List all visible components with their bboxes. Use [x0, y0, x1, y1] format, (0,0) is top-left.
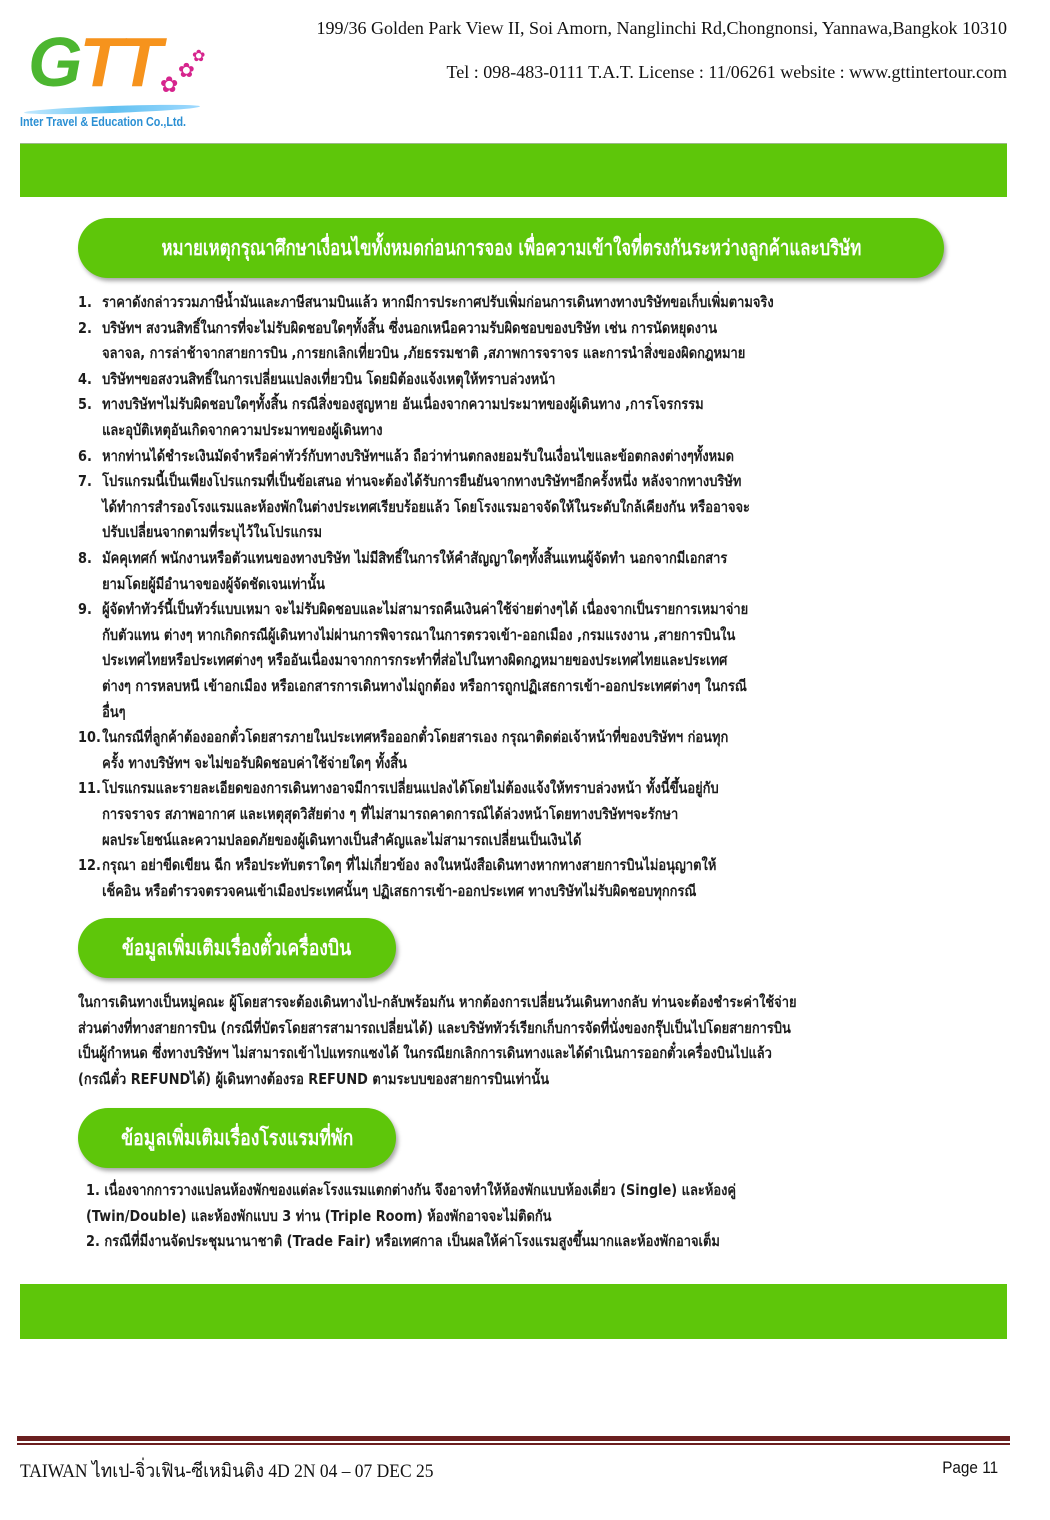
term-text: และอุบัติเหตุอันเกิดจากความประมาทของผู้เดินทาง: [102, 421, 383, 439]
term-number: 11.: [78, 779, 101, 798]
term-text: โปรแกรมนี้เป็นเพียงโปรแกรมที่เป็นข้อเสนอ ท่านจะต้องได้รับการยืนยันจากทางบริษัทฯอีกครั้งหนึ่ง หลังจากทางบริษัท: [102, 472, 742, 491]
air-info-line: ส่วนต่างที่ทางสายการบิน (กรณีที่บัตรโดยสารสามารถเปลี่ยนได้) และบริษัททัวร์เรียกเก็บการจัดที่นั่งของกรุ๊ปเป็นไปโดยสายการบิน: [78, 1018, 791, 1037]
term-text: ทางบริษัทฯไม่รับผิดชอบใดๆทั้งสิ้น กรณีสิ่งของสูญหาย อันเนื่องจากความประมาทของผู้เดินทาง ,การโจรกรรม: [102, 395, 704, 414]
logo-letters: [28, 22, 159, 102]
term-text: ต่างๆ การหลบหนี เข้าอกเมือง หรือเอกสารการเดินทางไม่ถูกต้อง หรือการถูกปฏิเสธการเข้า-ออกประเทศต่างๆ ในกรณี: [102, 677, 747, 695]
air-info-line: (กรณีตั๋ว REFUNDได้) ผู้เดินทางต้องรอ REFUND ตามระบบของสายการบินเท่านั้น: [78, 1069, 550, 1088]
term-item: [78, 856, 716, 874]
term-item-continuation: [78, 805, 678, 823]
term-item: [78, 370, 555, 388]
air-info-line: เป็นผู้กำหนด ซึ่งทางบริษัทฯ ไม่สามารถเข้าไปแทรกแซงได้ ในกรณียกเลิกการเดินทางและได้ดำเนินการออกตั๋วเครื่องบินไปแล้ว: [78, 1044, 772, 1062]
term-number: 12.: [78, 856, 101, 875]
page-number: Page 11: [942, 1458, 998, 1477]
terms-list: [78, 293, 978, 913]
air-info-line: ในการเดินทางเป็นหมู่คณะ ผู้โดยสารจะต้องเดินทางไป-กลับพร้อมกัน หากต้องการเปลี่ยนวันเดินทางกลับ ท่านจะต้องชำระค่าใช้จ่าย: [78, 993, 797, 1011]
term-text: ครั้ง ทางบริษัทฯ จะไม่ขอรับผิดชอบค่าใช้จ่ายใดๆ ทั้งสิ้น: [102, 753, 408, 772]
term-number: 7.: [78, 472, 92, 491]
hotel-heading-pill: [78, 1108, 396, 1168]
term-text: บริษัทฯขอสงวนสิทธิ์ในการเปลี่ยนแปลงเที่ยวบิน โดยมิต้องแจ้งเหตุให้ทราบล่วงหน้า: [102, 369, 556, 388]
hotel-info-list: [86, 1181, 986, 1261]
term-item-continuation: [78, 831, 581, 849]
term-text: ปรับเปลี่ยนจากตามที่ระบุไว้ในโปรแกรม: [102, 523, 323, 542]
term-text: การจราจร สภาพอากาศ และเหตุสุดวิสัยต่าง ๆ ที่ไม่สามารถคาดการณ์ได้ล่วงหน้าโดยทางบริษัทฯจะรักษา: [102, 805, 679, 823]
flower-icon: ✿: [160, 73, 179, 98]
term-item-continuation: [78, 651, 727, 669]
hotel-info-line: (Twin/Double) และห้องพักแบบ 3 ท่าน (Triple Room) ห้องพักอาจจะไม่ติดกัน: [86, 1206, 552, 1225]
term-text: มัคคุเทศก์ พนักงานหรือตัวแทนของทางบริษัท ไม่มีสิทธิ์ในการให้คำสัญญาใดๆทั้งสิ้นแทนผู้จัดทำ นอกจากมีเอกสาร: [102, 549, 728, 567]
hotel-info-line: 1. เนื่องจากการวางแปลนห้องพักของแต่ละโรงแรมแตกต่างกัน จึงอาจทำให้ห้องพักแบบห้องเดี่ยว (Single) และห้องคู่: [86, 1181, 737, 1199]
logo-subtitle: Inter Travel & Education Co.,Ltd.: [20, 115, 187, 129]
term-item: [78, 395, 704, 413]
header-green-bar: [20, 143, 1007, 197]
term-text: กับตัวแทน ต่างๆ หากเกิดกรณีผู้เดินทางไม่ผ่านการพิจารณาในการตรวจเข้า-ออกเมือง ,กรมแรงงาน ,สายการบินใน: [102, 625, 736, 644]
term-item: [78, 447, 734, 465]
footer-rule: [17, 1436, 1010, 1441]
footer-green-bar: [20, 1284, 1007, 1339]
term-item-continuation: [78, 626, 735, 644]
term-item-continuation: [78, 754, 407, 772]
term-number: 9.: [78, 600, 92, 619]
term-number: 5.: [78, 395, 92, 414]
term-item: [78, 549, 727, 567]
term-item-continuation: [78, 575, 325, 593]
air-heading: ข้อมูลเพิ่มเติมเรื่องตั๋วเครื่องบิน: [122, 935, 352, 960]
logo-letter: T: [79, 23, 120, 101]
logo-letter: G: [28, 23, 80, 101]
term-item-continuation: [78, 421, 383, 439]
term-number: 4.: [78, 369, 92, 388]
term-item: [78, 472, 741, 490]
air-heading-pill: [78, 918, 396, 978]
terms-heading: หมายเหตุกรุณาศึกษาเงื่อนไขทั้งหมดก่อนการจอง เพื่อความเข้าใจที่ตรงกันระหว่างลูกค้าและบริษัท: [161, 235, 861, 260]
term-text: กรุณา อย่าขีดเขียน ฉีก หรือประทับตราใดๆ ที่ไม่เกี่ยวข้อง ลงในหนังสือเดินทางหากทางสายการบินไม่อนุญาตให้: [102, 856, 717, 875]
term-number: 8.: [78, 549, 92, 567]
term-text: อื่นๆ: [102, 702, 126, 721]
footer-trip-title: TAIWAN ไทเป-จิ่วเฟิน-ซีเหมินติง 4D 2N 04 – 07 DEC 25: [20, 1461, 434, 1482]
term-item: [78, 779, 719, 797]
term-item-continuation: [78, 677, 747, 695]
term-text: บริษัทฯ สงวนสิทธิ์ในการที่จะไม่รับผิดชอบใดๆทั้งสิ้น ซึ่งนอกเหนือความรับผิดชอบของบริษัท เช่น การนัดหยุดงาน: [102, 318, 718, 337]
term-text: เช็คอิน หรือตำรวจตรวจคนเข้าเมืองประเทศนั้นๆ ปฏิเสธการเข้า-ออกประเทศ ทางบริษัทไม่รับผิดชอบทุกกรณี: [102, 881, 697, 900]
term-item-continuation: [78, 498, 750, 516]
footer-rule-thin: [17, 1443, 1010, 1445]
flower-icon: ✿: [192, 46, 206, 65]
term-item: [78, 293, 774, 311]
term-number: 1.: [78, 293, 92, 311]
term-item-continuation: [78, 344, 745, 362]
term-item: [78, 728, 728, 746]
hotel-info-line: 2. กรณีที่มีงานจัดประชุมนานาชาติ (Trade Fair) หรือเทศกาล เป็นผลให้ค่าโรงแรมสูงขึ้นมากและห้องพักอาจเต็ม: [86, 1232, 720, 1250]
term-text: ผลประโยชน์และความปลอดภัยของผู้เดินทางเป็นสำคัญและไม่สามารถเปลี่ยนเป็นเงินได้: [102, 830, 582, 849]
term-text: ในกรณีที่ลูกค้าต้องออกตั๋วโดยสารภายในประเทศหรือออกตั๋วโดยสารเอง กรุณาติดต่อเจ้าหน้าที่ของบริษัทฯ ก่อนทุก: [102, 728, 729, 747]
term-item: [78, 319, 717, 337]
term-text: ราคาดังกล่าวรวมภาษีน้ำมันและภาษีสนามบินแล้ว หากมีการประกาศปรับเพิ่มก่อนการเดินทางทางบริษัทขอเก็บเพิ่มตามจริง: [102, 293, 774, 311]
logo-letter: T: [119, 23, 159, 101]
term-text: ยามโดยผู้มีอำนาจของผู้จัดชัดเจนเท่านั้น: [102, 574, 326, 593]
term-text: จลาจล, การล่าช้าจากสายการบิน ,การยกเลิกเที่ยวบิน ,ภัยธรรมชาติ ,สภาพการจราจร และการนำสิ่งของผิดกฎหมาย: [102, 344, 746, 363]
term-item: [78, 600, 748, 618]
company-contact: Tel : 098-483-0111 T.A.T. License : 11/06261 website : www.gttintertour.com: [446, 62, 1007, 82]
term-item-continuation: [78, 703, 126, 721]
terms-heading-pill: [78, 218, 944, 278]
flower-icon: ✿: [178, 58, 195, 82]
term-text: หากท่านได้ชำระเงินมัดจำหรือค่าทัวร์กับทางบริษัทฯแล้ว ถือว่าท่านตกลงยอมรับในเงื่อนไขและข้อตกลงต่างๆทั้งหมด: [102, 446, 735, 465]
company-logo: [20, 18, 210, 130]
term-text: ผู้จัดทำทัวร์นี้เป็นทัวร์แบบเหมา จะไม่รับผิดชอบและไม่สามารถคืนเงินค่าใช้จ่ายต่างๆได้ เนื่องจากเป็นรายการเหมาจ่าย: [102, 600, 749, 619]
term-number: 10.: [78, 728, 101, 747]
term-text: ได้ทำการสำรองโรงแรมและห้องพักในต่างประเทศเรียบร้อยแล้ว โดยโรงแรมอาจจัดให้ในระดับใกล้เคียงกัน หรืออาจจะ: [102, 497, 750, 516]
term-text: โปรแกรมและรายละเอียดของการเดินทางอาจมีการเปลี่ยนแปลงได้โดยไม่ต้องแจ้งให้ทราบล่วงหน้า ทั้งนี้ขึ้นอยู่กับ: [102, 779, 719, 798]
term-text: ประเทศไทยหรือประเทศต่างๆ หรืออันเนื่องมาจากการกระทำที่ส่อไปในทางผิดกฎหมายของประเทศไทยและประเทศ: [102, 651, 728, 670]
company-address: 199/36 Golden Park View II, Soi Amorn, Nanglinchi Rd,Chongnonsi, Yannawa,Bangkok 10310: [316, 18, 1007, 38]
hotel-heading: ข้อมูลเพิ่มเติมเรื่องโรงแรมที่พัก: [120, 1125, 354, 1150]
term-item-continuation: [78, 523, 322, 541]
air-info-paragraph: [78, 993, 978, 1093]
term-item-continuation: [78, 882, 696, 900]
term-number: 2.: [78, 318, 92, 337]
term-number: 6.: [78, 446, 92, 465]
